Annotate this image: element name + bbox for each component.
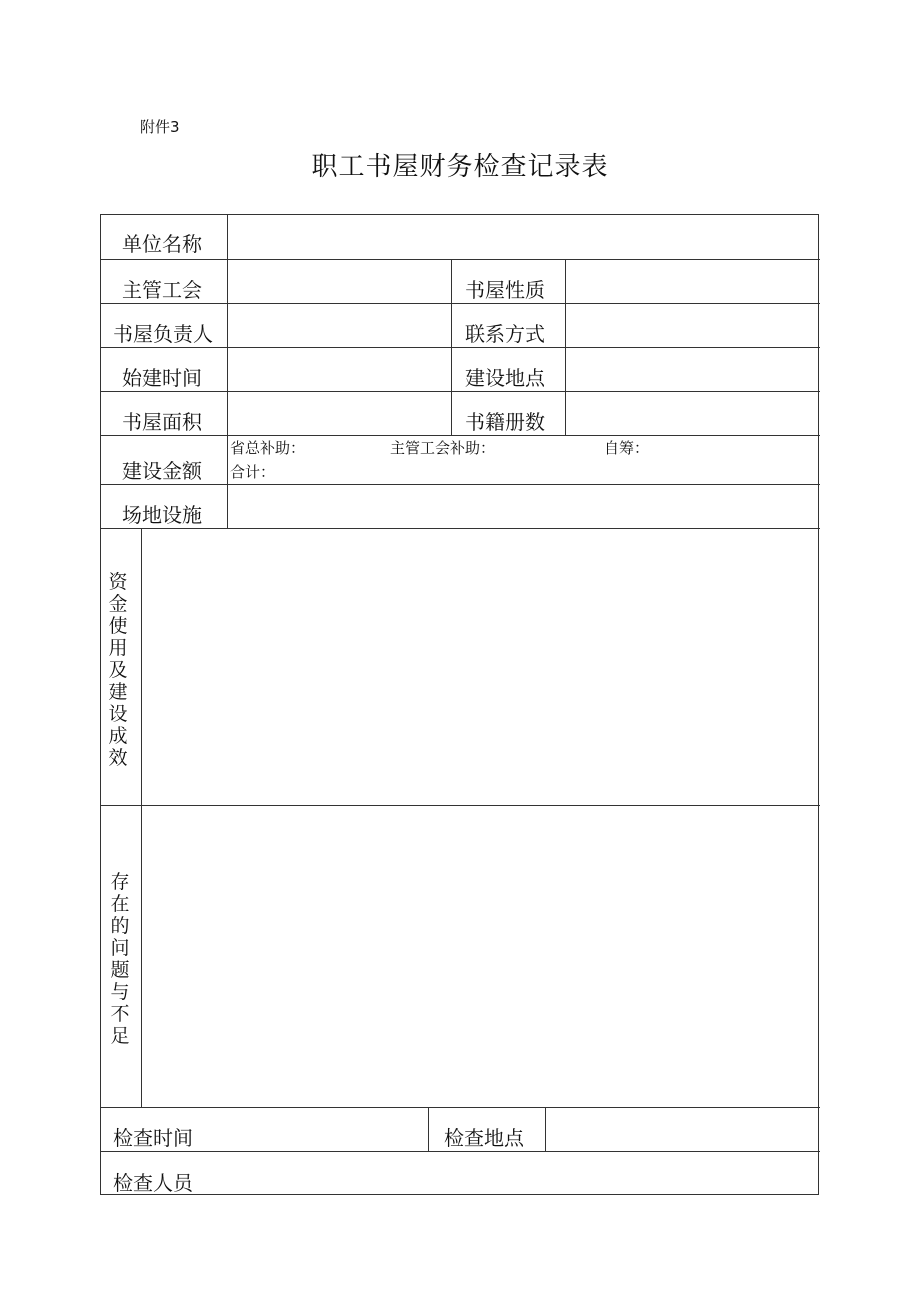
bookhouse-nature-label: 书屋性质: [465, 278, 545, 302]
record-form: [100, 214, 819, 1195]
row-divider: [101, 303, 820, 304]
row-divider: [101, 259, 820, 260]
col-divider: [545, 1107, 546, 1151]
col-divider: [227, 215, 228, 528]
check-time-label: 检查时间: [113, 1126, 193, 1150]
construction-funds-label: 建设金额: [122, 459, 202, 483]
attachment-label: 附件3: [140, 118, 180, 136]
row-divider: [101, 1151, 820, 1152]
supervising-union-label: 主管工会: [122, 278, 202, 302]
area-label: 书屋面积: [122, 410, 202, 434]
col-divider: [428, 1107, 429, 1151]
row-divider: [101, 347, 820, 348]
row-divider: [101, 1107, 820, 1108]
form-title: 职工书屋财务检查记录表: [311, 152, 609, 182]
fund-usage-label: 资金使用及建设成效: [108, 571, 128, 769]
check-location-label: 检查地点: [444, 1126, 524, 1150]
problems-label: 存在的问题与不足: [110, 871, 130, 1047]
inspectors-label: 检查人员: [113, 1171, 193, 1195]
row-divider: [101, 528, 820, 529]
facilities-label: 场地设施: [122, 503, 202, 527]
self-raised-label: 自筹：: [604, 439, 650, 457]
provincial-subsidy-label: 省总补助：: [230, 439, 306, 457]
union-subsidy-label: 主管工会补助：: [390, 439, 496, 457]
row-divider: [101, 484, 820, 485]
col-divider: [565, 259, 566, 435]
row-divider: [101, 435, 820, 436]
col-divider: [451, 259, 452, 435]
col-divider: [141, 528, 142, 1107]
row-divider: [101, 391, 820, 392]
total-label: 合计：: [230, 463, 276, 481]
unit-name-label: 单位名称: [122, 232, 202, 256]
bookhouse-leader-label: 书屋负责人: [113, 322, 213, 346]
book-count-label: 书籍册数: [465, 410, 545, 434]
row-divider: [101, 805, 820, 806]
location-label: 建设地点: [465, 366, 545, 390]
start-time-label: 始建时间: [122, 366, 202, 390]
contact-label: 联系方式: [465, 322, 545, 346]
